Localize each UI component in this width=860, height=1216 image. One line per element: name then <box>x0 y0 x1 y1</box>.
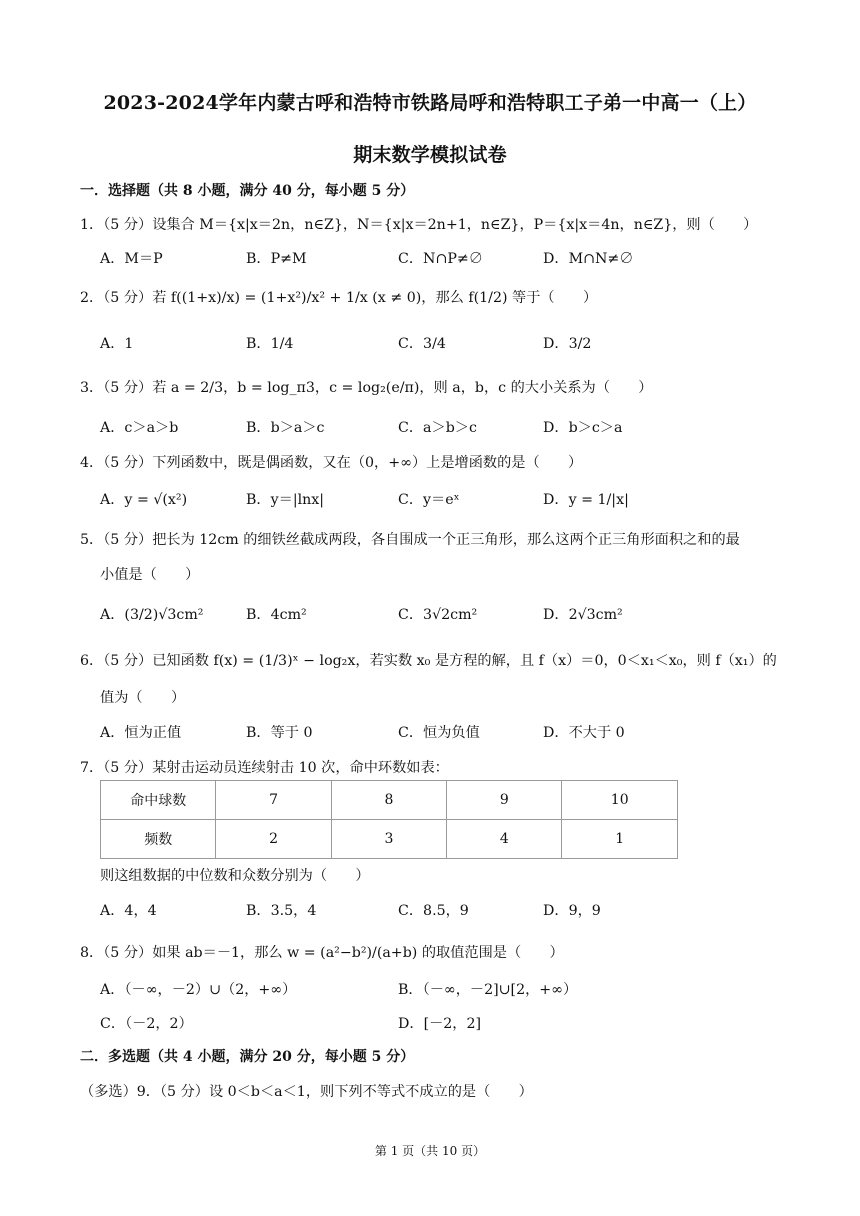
question-7-option-b: B．3.5，4 <box>246 903 317 919</box>
question-4-option-c: C．y＝eˣ <box>398 492 460 508</box>
question-2-option-a: A．1 <box>100 336 134 352</box>
question-9-stem: （多选）9．（5 分）设 0＜b＜a＜1，则下列不等式不成立的是（ ） <box>80 1084 533 1100</box>
question-2-stem: 2．（5 分）若 f((1+x)/x) = (1+x²)/x² + 1/x (x ≠ 0)，那么 f(1/2) 等于（ ） <box>80 290 598 306</box>
table-row <box>101 820 678 859</box>
question-3-stem: 3．（5 分）若 a = 2/3，b = log_π3，c = log₂(e/π)，则 a，b，c 的大小关系为（ ） <box>80 380 653 396</box>
section-heading-single-choice: 一．选择题（共 8 小题，满分 40 分，每小题 5 分） <box>80 183 415 199</box>
question-1-option-b: B．P≠M <box>246 251 307 267</box>
question-1-option-c: C．N∩P≠∅ <box>398 251 483 267</box>
exam-title-line2: 期末数学模拟试卷 <box>353 144 507 166</box>
question-4-option-a: A．y = √(x²) <box>100 492 188 508</box>
frequency-table <box>100 780 678 859</box>
question-7-option-c: C．8.5，9 <box>398 903 469 919</box>
question-8-option-c: C．（－2，2） <box>100 1016 193 1032</box>
question-7-stem-continued: 则这组数据的中位数和众数分别为（ ） <box>100 868 370 884</box>
question-3-option-d: D．b＞c＞a <box>543 420 623 436</box>
question-7-option-d: D．9，9 <box>543 903 601 919</box>
question-6-option-c: C．恒为负值 <box>398 725 480 741</box>
question-5-stem: 5．（5 分）把长为 12cm 的细铁丝截成两段，各自围成一个正三角形，那么这两个正三角形面积之和的最 <box>80 532 740 548</box>
question-5-option-a: A．(3/2)√3cm² <box>100 607 204 623</box>
section-heading-multiple-choice: 二．多选题（共 4 小题，满分 20 分，每小题 5 分） <box>80 1049 415 1065</box>
question-1-option-a: A．M＝P <box>100 251 163 267</box>
question-1-option-d: D．M∩N≠∅ <box>543 251 634 267</box>
table-cell: 1 <box>562 820 678 859</box>
table-cell: 4 <box>447 820 562 859</box>
question-4-stem: 4．（5 分）下列函数中，既是偶函数，又在（0，+∞）上是增函数的是（ ） <box>80 455 583 471</box>
question-8-option-d: D．[－2，2] <box>398 1016 482 1032</box>
table-cell: 10 <box>562 781 678 820</box>
question-6-option-a: A．恒为正值 <box>100 725 182 741</box>
table-cell: 3 <box>331 820 446 859</box>
question-8-option-b: B．（－∞，－2]∪[2，+∞） <box>398 982 578 998</box>
table-header-cell: 频数 <box>101 820 216 859</box>
table-row <box>101 781 678 820</box>
question-3-option-c: C．a＞b＞c <box>398 420 477 436</box>
question-5-stem-continued: 小值是（ ） <box>100 567 200 583</box>
question-6-stem-continued: 值为（ ） <box>100 690 186 706</box>
question-7-stem: 7．（5 分）某射击运动员连续射击 10 次，命中环数如表： <box>80 760 449 776</box>
table-cell: 2 <box>216 820 331 859</box>
question-6-option-b: B．等于 0 <box>246 725 313 741</box>
table-cell: 9 <box>447 781 562 820</box>
question-6-option-d: D．不大于 0 <box>543 725 625 741</box>
exam-title-line1: 2023-2024学年内蒙古呼和浩特市铁路局呼和浩特职工子弟一中高一（上） <box>103 92 757 114</box>
question-3-option-a: A．c＞a＞b <box>100 420 179 436</box>
question-2-option-b: B．1/4 <box>246 336 294 352</box>
question-6-stem: 6．（5 分）已知函数 f(x) = (1/3)ˣ − log₂x，若实数 x₀ 是方程的解，且 f（x）＝0，0＜x₁＜x₀，则 f（x₁）的 <box>80 653 777 669</box>
table-cell: 7 <box>216 781 331 820</box>
question-7-option-a: A．4，4 <box>100 903 157 919</box>
question-1-stem: 1．（5 分）设集合 M＝{x|x＝2n，n∈Z}，N＝{x|x＝2n+1，n∈Z}，P＝{x|x＝4n，n∈Z}，则（ ） <box>80 217 758 233</box>
question-8-stem: 8．（5 分）如果 ab＝－1，那么 w = (a²−b²)/(a+b) 的取值范围是（ ） <box>80 945 564 961</box>
question-4-option-b: B．y＝|lnx| <box>246 492 325 508</box>
question-2-option-c: C．3/4 <box>398 336 446 352</box>
table-cell: 8 <box>331 781 446 820</box>
question-5-option-b: B．4cm² <box>246 607 307 623</box>
question-8-option-a: A．（－∞，－2）∪（2，+∞） <box>100 982 297 998</box>
question-4-option-d: D．y = 1/|x| <box>543 492 629 508</box>
question-2-option-d: D．3/2 <box>543 336 592 352</box>
question-5-option-d: D．2√3cm² <box>543 607 623 623</box>
table-header-cell: 命中球数 <box>101 781 216 820</box>
page-footer: 第 1 页（共 10 页） <box>374 1144 486 1158</box>
question-5-option-c: C．3√2cm² <box>398 607 478 623</box>
question-3-option-b: B．b＞a＞c <box>246 420 325 436</box>
